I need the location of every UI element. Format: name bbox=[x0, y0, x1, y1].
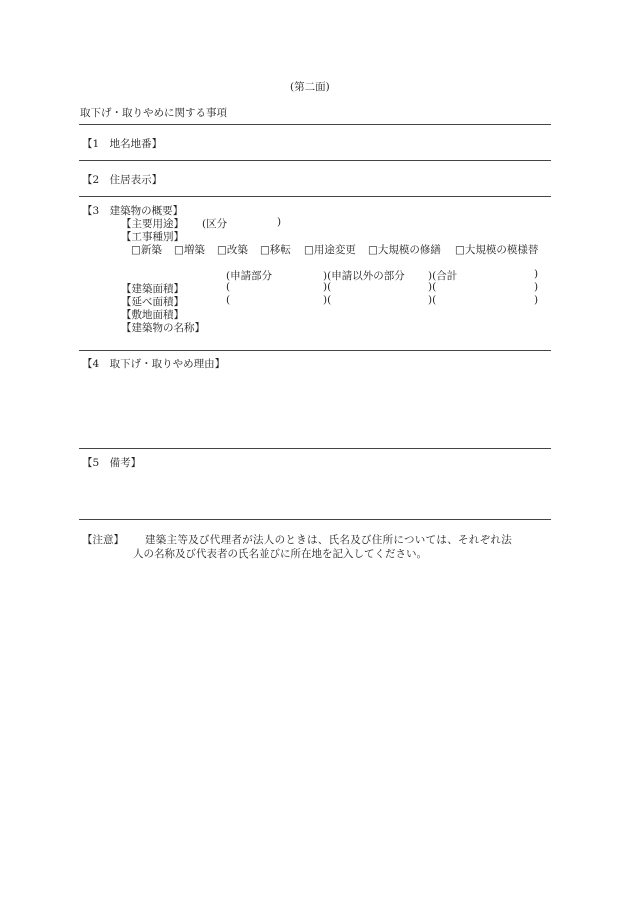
note-line-1: 建築主等及び代理者が法人のときは、氏名及び住所については、それぞれ法 bbox=[145, 534, 512, 546]
work-type-label: 【工事種別】 bbox=[121, 231, 184, 243]
area-header-applied: (申請部分 bbox=[226, 270, 273, 282]
divider bbox=[79, 519, 551, 520]
note-label: 【注意】 bbox=[82, 534, 124, 546]
divider bbox=[79, 124, 551, 125]
section-4-heading: 【4 取下げ・取りやめ理由】 bbox=[82, 358, 226, 370]
building-area-close-paren: ) bbox=[534, 281, 539, 293]
classification-open: (区分 bbox=[202, 218, 228, 230]
site-area-label: 【敷地面積】 bbox=[121, 309, 184, 321]
work-type-extension[interactable]: □増築 bbox=[174, 244, 205, 256]
total-floor-area-other-paren: )( bbox=[323, 294, 332, 306]
divider bbox=[79, 448, 551, 449]
total-floor-area-total-paren: )( bbox=[428, 294, 437, 306]
section-3-heading: 【3 建築物の概要】 bbox=[82, 205, 184, 217]
page-label: (第二面) bbox=[290, 81, 330, 93]
divider bbox=[79, 160, 551, 161]
note-line-2: 人の名称及び代表者の氏名並びに所在地を記入してください。 bbox=[133, 548, 427, 560]
building-name-label: 【建築物の名称】 bbox=[121, 322, 205, 334]
area-header-other: )(申請以外の部分 bbox=[323, 270, 405, 282]
building-area-applied-paren: ( bbox=[226, 281, 231, 293]
building-area-total-paren: )( bbox=[428, 281, 437, 293]
area-header-total: )(合計 bbox=[428, 270, 458, 282]
document-title: 取下げ・取りやめに関する事項 bbox=[80, 107, 227, 119]
work-type-relocation[interactable]: □移転 bbox=[260, 244, 291, 256]
area-header-close: ) bbox=[534, 268, 539, 280]
work-type-major-remodel[interactable]: □大規模の模様替 bbox=[455, 244, 539, 256]
total-floor-area-label: 【延べ面積】 bbox=[121, 296, 184, 308]
section-1-heading: 【1 地名地番】 bbox=[82, 138, 163, 150]
main-use-label: 【主要用途】 bbox=[121, 218, 184, 230]
classification-close: ) bbox=[277, 216, 282, 228]
divider bbox=[79, 196, 551, 197]
building-area-other-paren: )( bbox=[323, 281, 332, 293]
building-area-label: 【建築面積】 bbox=[121, 283, 184, 295]
work-type-reconstruction[interactable]: □改築 bbox=[217, 244, 248, 256]
work-type-change-of-use[interactable]: □用途変更 bbox=[304, 244, 356, 256]
section-5-heading: 【5 備考】 bbox=[82, 457, 142, 469]
total-floor-area-close-paren: ) bbox=[534, 294, 539, 306]
section-2-heading: 【2 住居表示】 bbox=[82, 174, 163, 186]
work-type-new[interactable]: □新築 bbox=[131, 244, 162, 256]
work-type-major-repair[interactable]: □大規模の修繕 bbox=[368, 244, 441, 256]
divider bbox=[79, 350, 551, 351]
total-floor-area-applied-paren: ( bbox=[226, 294, 231, 306]
